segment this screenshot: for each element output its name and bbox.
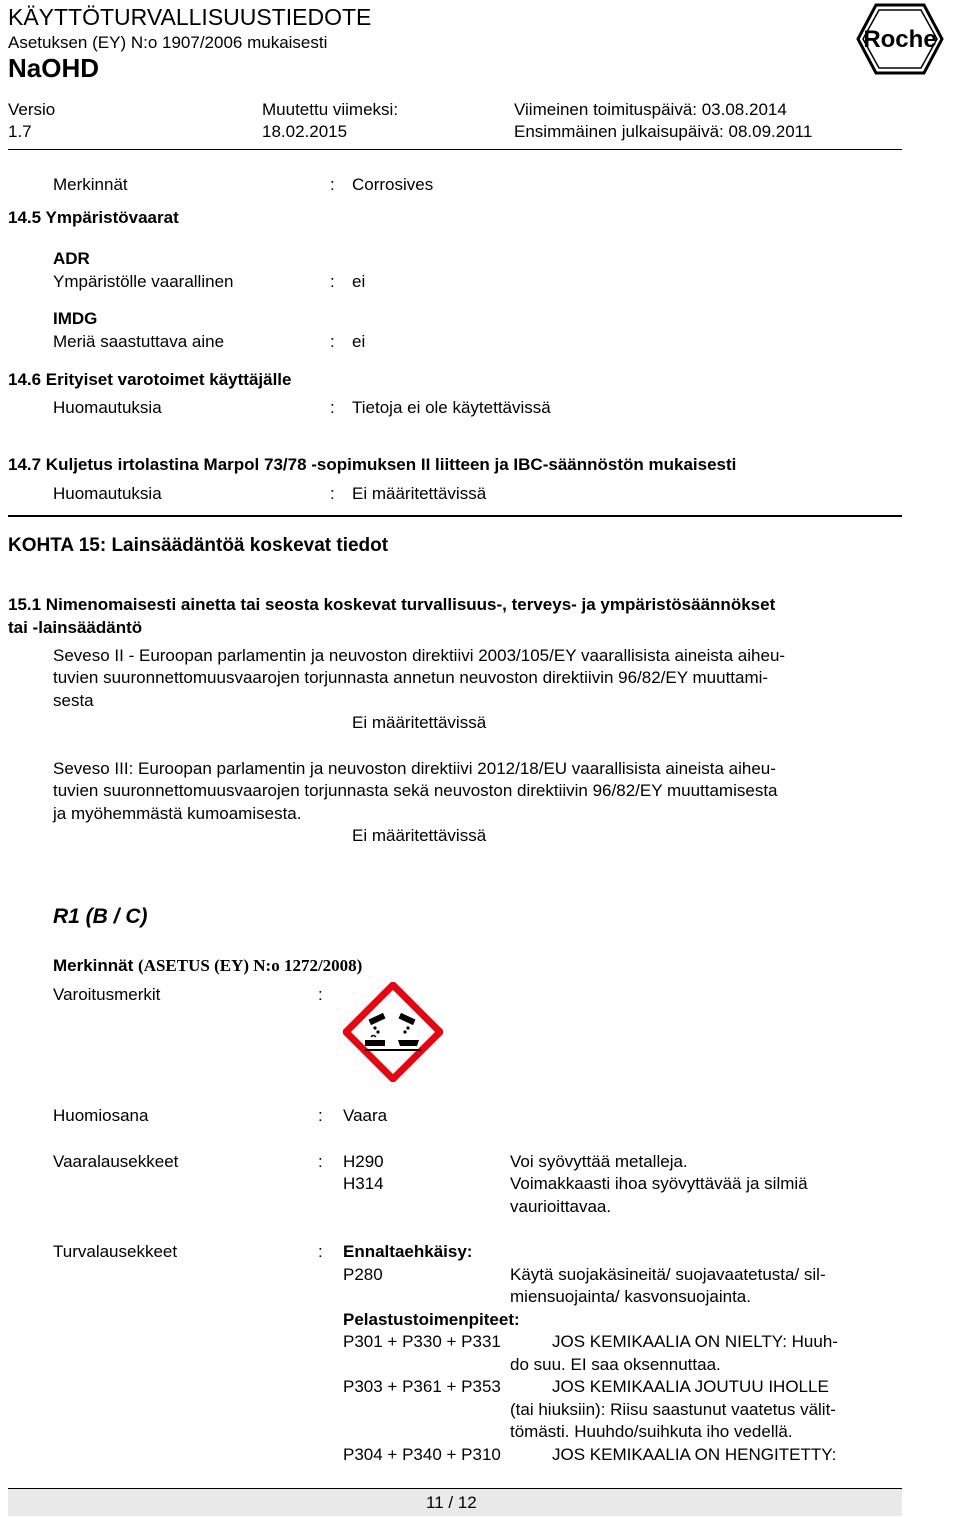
- page-number: 11 / 12: [426, 1493, 477, 1512]
- signal-word-value: Vaara: [343, 1106, 388, 1125]
- seveso-ii-text: tuvien suuronnettomuusvaarojen torjunnasta annetun neuvoston direktiivin 96/82/EY muuttami-: [53, 668, 769, 687]
- hazard-text: Voi syövyttää metalleja.: [510, 1152, 688, 1171]
- precaution-code: P301 + P330 + P331: [343, 1332, 501, 1351]
- footer-divider: [8, 1488, 902, 1489]
- colon: :: [330, 484, 335, 503]
- seveso-iii-text: ja myöhemmästä kumoamisesta.: [53, 804, 302, 823]
- precaution-text: Käytä suojakäsineitä/ suojavaatetusta/ sil-: [510, 1265, 826, 1284]
- seveso-iii-text: tuvien suuronnettomuusvaarojen torjunnasta sekä neuvoston direktiivin 96/82/EY muuttamisesta: [53, 781, 778, 800]
- version-value: 1.7: [8, 122, 32, 141]
- regulation-subtitle: Asetuksen (EY) N:o 1907/2006 mukaisesti: [8, 33, 328, 52]
- colon: :: [318, 1152, 323, 1171]
- precaution-text: JOS KEMIKAALIA JOUTUU IHOLLE: [552, 1377, 829, 1396]
- precaution-text: do suu. EI saa oksennuttaa.: [510, 1355, 721, 1374]
- pictogram-label: Varoitusmerkit: [53, 985, 161, 1004]
- colon: :: [318, 985, 323, 1004]
- version-label: Versio: [8, 100, 56, 119]
- signal-word-label: Huomiosana: [53, 1106, 149, 1125]
- section-15-1-heading-cont: tai -lainsäädäntö: [8, 618, 143, 637]
- hazard-statements-label: Vaaralausekkeet: [53, 1152, 179, 1171]
- precaution-text: miensuojainta/ kasvonsuojainta.: [510, 1287, 751, 1306]
- modified-value: 18.02.2015: [262, 122, 348, 141]
- merkinnat-value: Corrosives: [352, 175, 434, 194]
- prevention-heading: Ennaltaehkäisy:: [343, 1242, 473, 1261]
- r1-title: R1 (B / C): [53, 905, 148, 928]
- merkinnat-label: Merkinnät: [53, 175, 128, 194]
- notes-value: Tietoja ei ole käytettävissä: [352, 398, 551, 417]
- env-hazard-value: ei: [352, 272, 366, 291]
- ghs05-corrosion-icon: [343, 982, 443, 1082]
- section-divider: [8, 515, 902, 517]
- precaution-code: P303 + P361 + P353: [343, 1377, 501, 1396]
- section-14-7-heading: 14.7 Kuljetus irtolastina Marpol 73/78 -sopimuksen II liitteen ja IBC-säännöstön mukaisesti: [8, 455, 737, 474]
- precaution-text: tömästi. Huuhdo/suihkuta iho vedellä.: [510, 1422, 793, 1441]
- precaution-text: (tai hiuksiin): Riisu saastunut vaatetus välit-: [510, 1400, 836, 1419]
- labeling-heading: [53, 956, 362, 976]
- env-hazard-label: Ympäristölle vaarallinen: [53, 272, 234, 291]
- last-issue-date: Viimeinen toimituspäivä: 03.08.2014: [514, 100, 787, 119]
- response-heading: Pelastustoimenpiteet:: [343, 1310, 520, 1329]
- section-14-5-heading: 14.5 Ympäristövaarat: [8, 208, 179, 227]
- section-15-heading: KOHTA 15: Lainsäädäntöä koskevat tiedot: [8, 535, 389, 556]
- notes-label: Huomautuksia: [53, 398, 162, 417]
- seveso-ii-text: Seveso II - Euroopan parlamentin ja neuvoston direktiivi 2003/105/EY vaarallisista aineista aiheu-: [53, 646, 786, 665]
- header-divider: [8, 149, 902, 150]
- precaution-code: P280: [343, 1265, 383, 1284]
- hazard-code: H314: [343, 1174, 384, 1193]
- seveso-ii-text: sesta: [53, 691, 94, 710]
- precaution-text: JOS KEMIKAALIA ON HENGITETTY:: [552, 1445, 837, 1464]
- marine-pollutant-label: Meriä saastuttava aine: [53, 332, 225, 351]
- svg-text:Roche: Roche: [863, 26, 937, 53]
- colon: :: [330, 398, 335, 417]
- document-title: KÄYTTÖTURVALLISUUSTIEDOTE: [8, 4, 372, 30]
- labeling-label: Merkinnät: [53, 956, 134, 975]
- colon: :: [330, 175, 335, 194]
- precaution-code: P304 + P340 + P310: [343, 1445, 501, 1464]
- precautionary-statements-label: Turvalausekkeet: [53, 1242, 178, 1261]
- colon: :: [330, 332, 335, 351]
- seveso-ii-value: Ei määritettävissä: [352, 713, 487, 732]
- seveso-iii-value: Ei määritettävissä: [352, 826, 487, 845]
- section-15-1-heading: 15.1 Nimenomaisesti ainetta tai seosta koskevat turvallisuus-, terveys- ja ympäristösäännökset: [8, 595, 776, 614]
- imdg-heading: IMDG: [53, 309, 98, 328]
- labeling-regulation: (ASETUS (EY) N:o 1272/2008): [138, 956, 363, 975]
- colon: :: [330, 272, 335, 291]
- hazard-text: Voimakkaasti ihoa syövyttävää ja silmiä: [510, 1174, 808, 1193]
- precaution-text: JOS KEMIKAALIA ON NIELTY: Huuh-: [552, 1332, 838, 1351]
- first-issue-date: Ensimmäinen julkaisupäivä: 08.09.2011: [514, 122, 813, 141]
- modified-label: Muutettu viimeksi:: [262, 100, 399, 119]
- adr-heading: ADR: [53, 249, 90, 268]
- product-name: NaOHD: [8, 53, 100, 83]
- seveso-iii-text: Seveso III: Euroopan parlamentin ja neuvoston direktiivi 2012/18/EU vaarallisista aineista aiheu-: [53, 759, 776, 778]
- roche-logo: [846, 1, 954, 77]
- marine-pollutant-value: ei: [352, 332, 366, 351]
- section-14-6-heading: 14.6 Erityiset varotoimet käyttäjälle: [8, 370, 292, 389]
- hazard-text: vaurioittavaa.: [510, 1197, 612, 1216]
- colon: :: [318, 1242, 323, 1261]
- hazard-code: H290: [343, 1152, 384, 1171]
- notes-value: Ei määritettävissä: [352, 484, 487, 503]
- notes-label: Huomautuksia: [53, 484, 162, 503]
- colon: :: [318, 1106, 323, 1125]
